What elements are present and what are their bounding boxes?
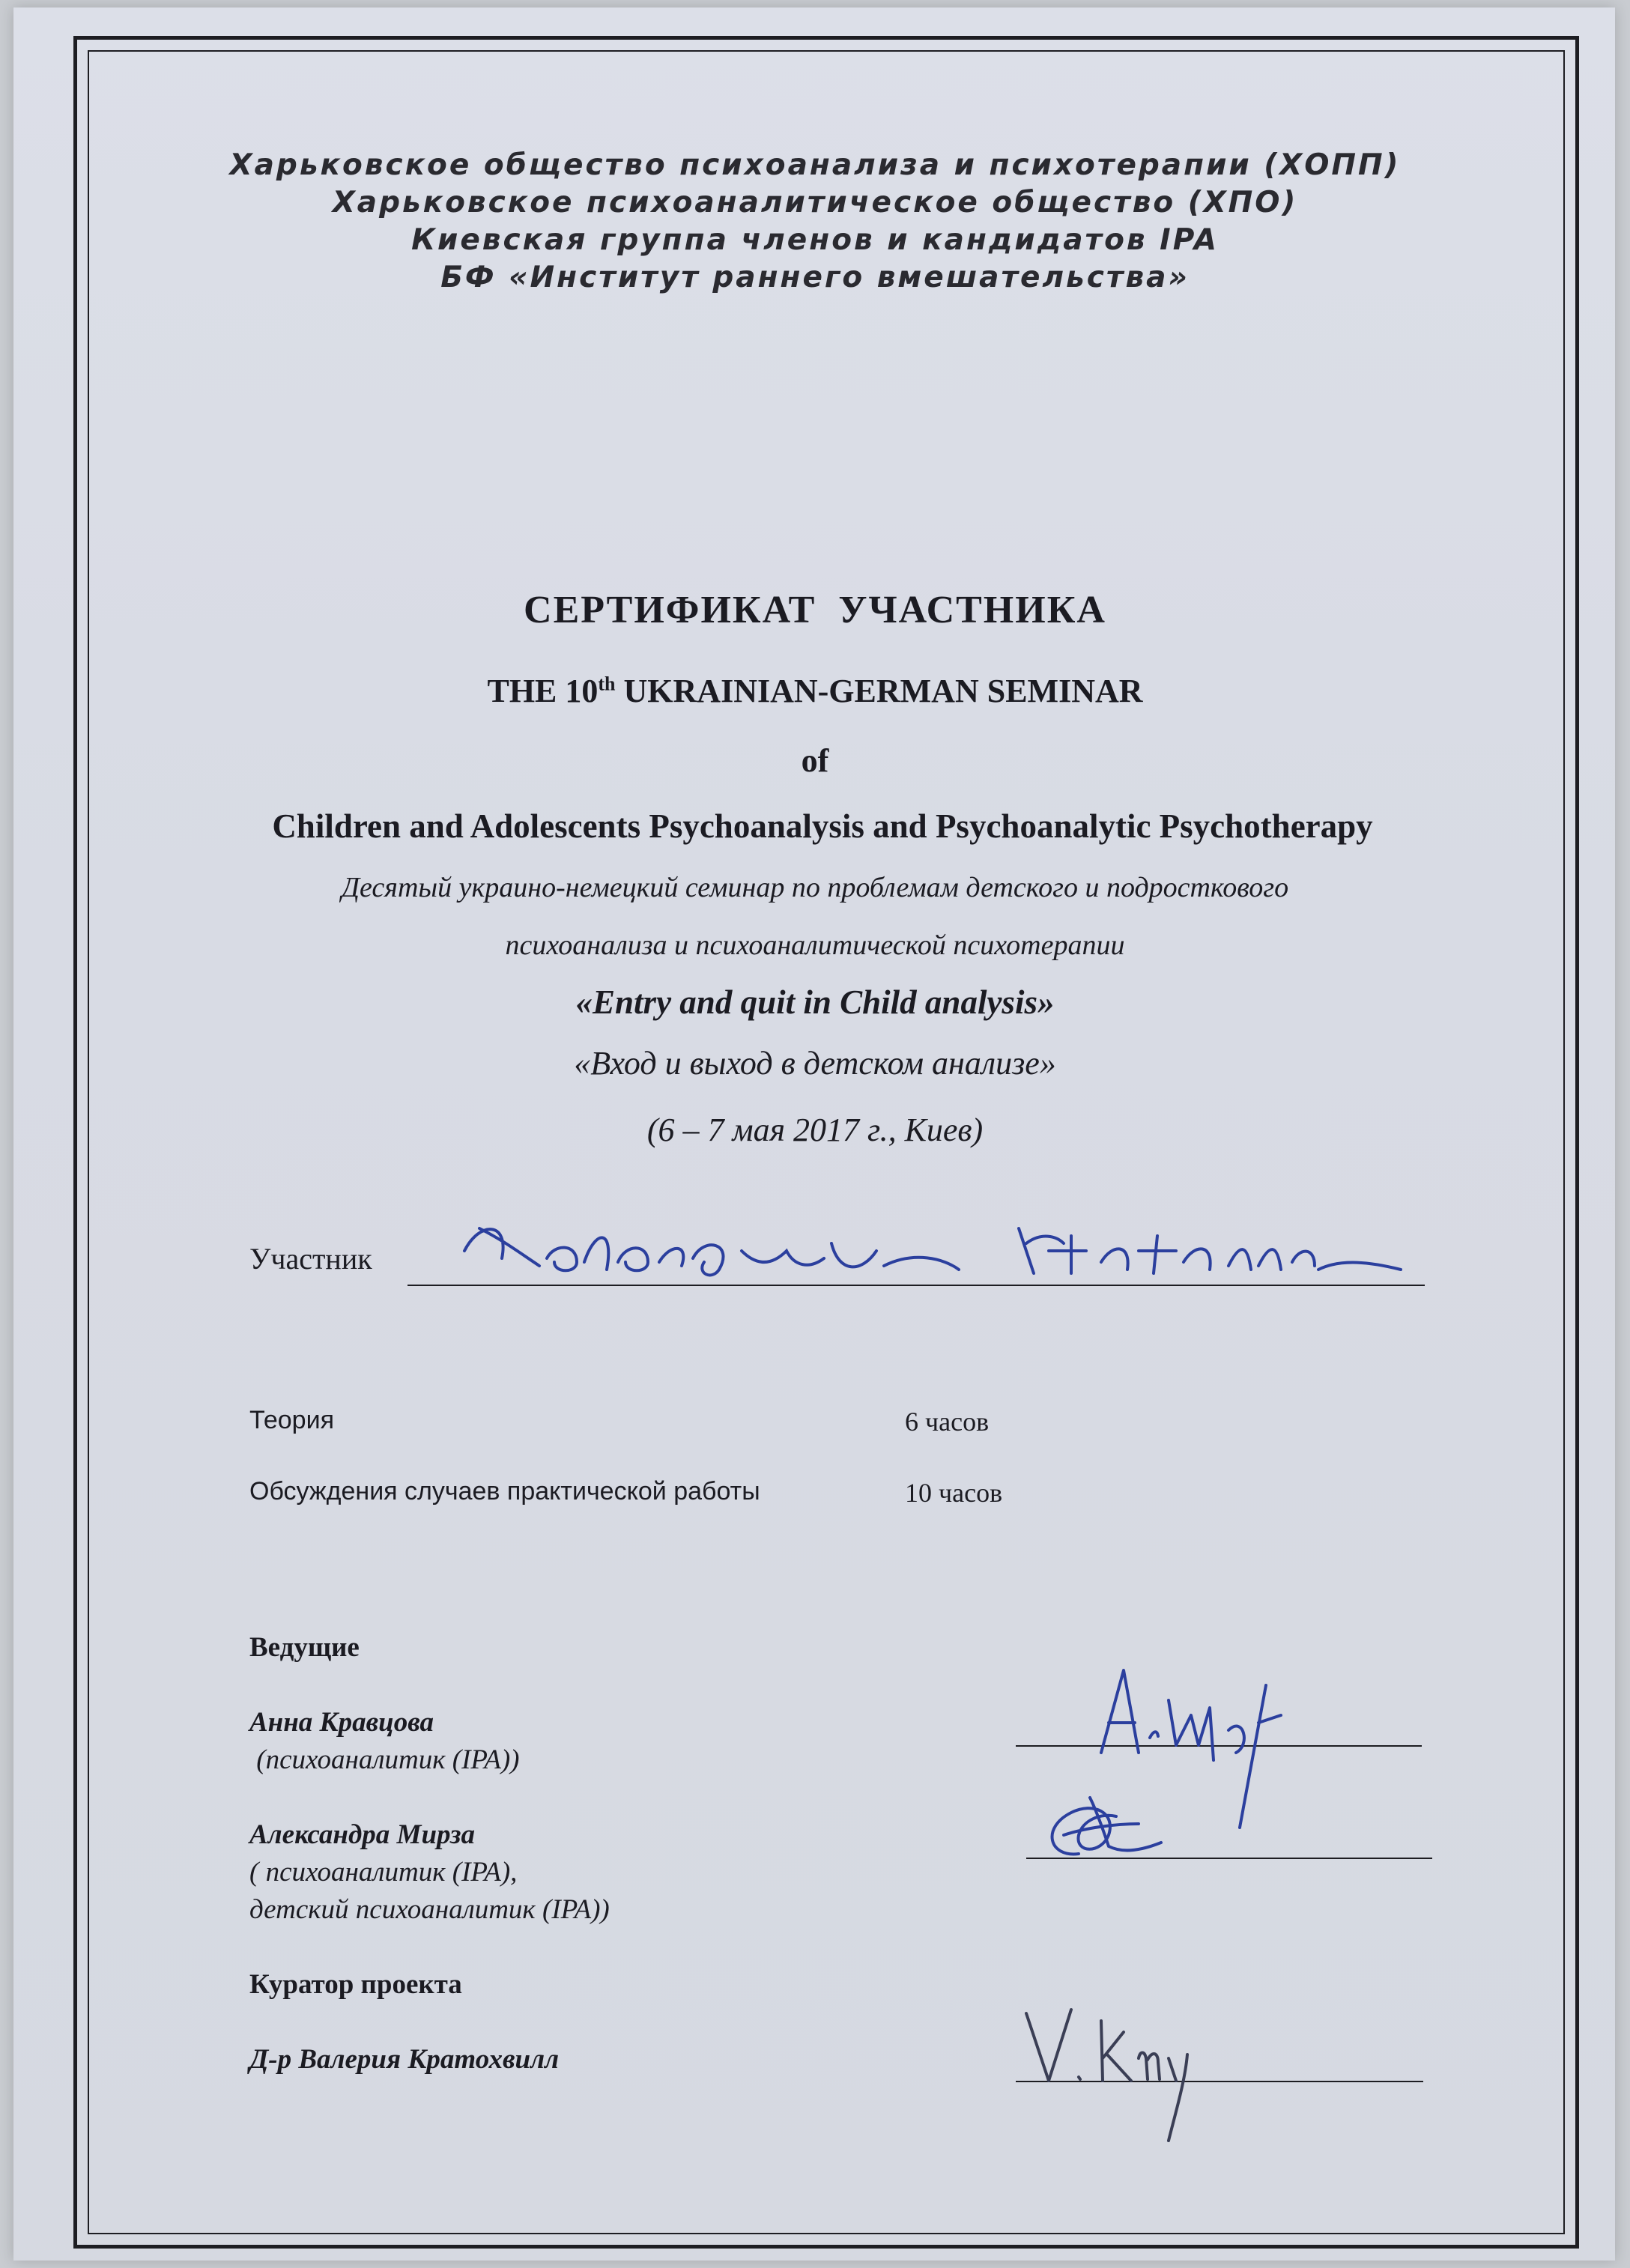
leader-2-signature	[1034, 1783, 1169, 1873]
leader-2-role-line-1: ( психоаналитик (IPA),	[249, 1857, 518, 1888]
seminar-suffix: UKRAINIAN-GERMAN SEMINAR	[615, 673, 1143, 709]
organization-line: Харьковское психоаналитическое общество (ХПО)	[332, 186, 1298, 219]
hours-theory-value: 6 часов	[905, 1407, 990, 1437]
leader-2-name: Александра Мирза	[249, 1819, 475, 1850]
hours-practice-value: 10 часов	[905, 1478, 1003, 1508]
topic-russian-line-2: психоанализа и психоаналитической психотерапии	[505, 930, 1125, 961]
organization-line: БФ «Институт раннего вмешательства»	[440, 261, 1190, 294]
participant-handwritten-name	[434, 1198, 1423, 1296]
theme-english: «Entry and quit in Child analysis»	[575, 983, 1055, 1021]
curator-heading: Куратор проекта	[249, 1969, 462, 2000]
seminar-title	[0, 672, 1630, 710]
participant-label: Участник	[249, 1242, 372, 1276]
seminar-ordinal-suffix: th	[598, 673, 616, 695]
curator-name: Д-р Валерия Кратохвилл	[249, 2044, 560, 2075]
organizations-header	[0, 147, 1630, 297]
of-word: of	[801, 742, 829, 779]
seminar-date: (6 – 7 мая 2017 г., Киев)	[646, 1112, 984, 1148]
certificate-title: СЕРТИФИКАТ УЧАСТНИКА	[524, 589, 1106, 631]
topic-russian-line-1: Десятый украино-немецкий семинар по проблемам детского и подросткового	[341, 872, 1289, 903]
seminar-prefix: THE 10	[487, 673, 599, 709]
hours-practice-label: Обсуждения случаев практической работы	[249, 1477, 760, 1506]
leader-1-name: Анна Кравцова	[249, 1707, 434, 1738]
leader-2-role-line-2: детский психоаналитик (IPA))	[249, 1894, 610, 1925]
organization-line: Киевская группа членов и кандидатов IPA	[411, 223, 1219, 257]
curator-signature	[1019, 1998, 1214, 2148]
hours-theory-label: Теория	[249, 1406, 334, 1434]
leaders-heading: Ведущие	[249, 1632, 360, 1663]
topic-english: Children and Adolescents Psychoanalysis and Psychoanalytic Psychotherapy	[272, 807, 1373, 845]
leader-1-role: (психоаналитик (IPA))	[249, 1744, 520, 1775]
organization-line: Харьковское общество психоанализа и психотерапии (ХОПП)	[229, 148, 1401, 182]
theme-russian: «Вход и выход в детском анализе»	[574, 1045, 1056, 1082]
